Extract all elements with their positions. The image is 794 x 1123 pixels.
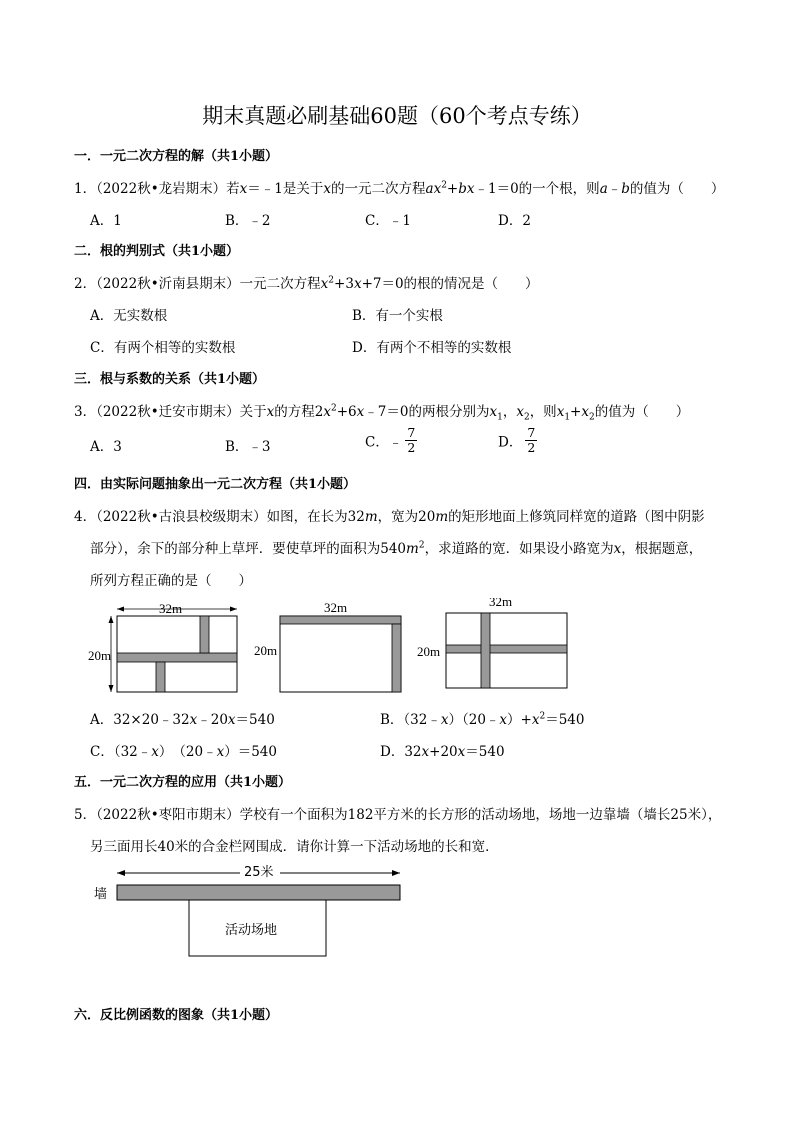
section-heading-5: 五．一元二次方程的应用（共1小题）: [74, 775, 292, 790]
question-4-line-3: 所列方程正确的是（ ）: [90, 573, 252, 589]
question-5-line-2: 另三面用长40米的合金栏网围成．请你计算一下活动场地的长和宽．: [90, 839, 499, 855]
question-4-line-1: 4．（2022秋•古浪县校级期末）如图，在长为32m，宽为20m的矩形地面上修筑同样宽的道路（图中阴影: [74, 509, 705, 525]
section-heading-1: 一．一元二次方程的解（共1小题）: [74, 149, 279, 164]
question-5-line-1: 5．（2022秋•枣阳市期末）学校有一个面积为182平方米的长方形的活动场地，场地一边靠墙（墙长25米），: [74, 807, 722, 823]
question-3-text: 3．（2022秋•迁安市期末）关于x的方程$2x^2+6x﹣7=0$的两根分别为$x_1$，$x_2$，则$x_1+x_2$的值为（ ）: [74, 403, 690, 423]
q5-figure: [85, 860, 415, 960]
q4-figure-3: [417, 598, 567, 688]
fig3-height-label: 20m: [417, 644, 441, 659]
q4-option-a: A．32×20﹣32x﹣20x＝540: [90, 712, 275, 728]
question-1-text: 1．（2022秋•龙岩期末）若x＝﹣1是关于x的一元二次方程$ax^2+bx﹣1=0$的一个根，则a﹣b的值为（ ）: [74, 180, 725, 197]
fig2-height-label: 20m: [254, 643, 278, 658]
q4-figure-2: [254, 600, 401, 692]
q4-figure-1: [88, 601, 237, 692]
section-heading-2: 二．根的判别式（共1小题）: [74, 244, 240, 259]
section-heading-6: 六．反比例函数的图象（共1小题）: [74, 1008, 279, 1023]
fig3-width-label: 32m: [489, 598, 513, 609]
q1-option-a: A．1: [90, 213, 122, 229]
q3-option-b: B．﹣3: [225, 439, 271, 455]
q5-wall-length-label: 25米: [244, 865, 274, 880]
question-4-line-2: 部分），余下的部分种上草坪．要使草坪的面积为$540m^2$，求道路的宽．如果设小路宽为x，根据题意，: [90, 540, 703, 557]
q3-option-a: A．3: [90, 439, 122, 455]
q4-option-c: C．（32﹣x） （20﹣x）＝540: [90, 744, 277, 760]
q5-wall-label: 墙: [94, 887, 108, 902]
question-2-text: 2．（2022秋•沂南县期末）一元二次方程$x^2+3x+7=0$的根的情况是（ ）: [74, 275, 539, 292]
q2-option-d: D．有两个不相等的实数根: [352, 340, 512, 356]
q3-option-d: D． $\frac{7}{2}$: [498, 426, 537, 455]
q4-option-b: B．$(32﹣x)(20﹣x)+x^2=540$: [380, 711, 585, 728]
section-heading-4: 四．由实际问题抽象出一元二次方程（共1小题）: [74, 477, 357, 492]
q2-option-b: B．有一个实根: [352, 308, 443, 324]
fig2-width-label: 32m: [324, 600, 348, 615]
fig1-height-label: 20m: [88, 648, 112, 663]
fig1-width-label: 32m: [159, 601, 183, 616]
q3-option-c: C．﹣ $\frac{7}{2}$: [365, 426, 417, 455]
q4-option-d: D．32x+20x＝540: [380, 744, 505, 760]
q1-option-c: C．﹣1: [365, 213, 411, 229]
q2-option-c: C．有两个相等的实数根: [90, 340, 236, 356]
q4-figures: [80, 598, 580, 698]
q1-option-b: B．﹣2: [225, 213, 271, 229]
page-title: 期末真题必刷基础60题（60个考点专练）: [202, 104, 592, 128]
section-heading-3: 三．根与系数的关系（共1小题）: [74, 372, 266, 387]
q1-option-d: D．2: [498, 213, 531, 229]
q5-field-label: 活动场地: [225, 923, 278, 938]
q2-option-a: A．无实数根: [90, 308, 168, 324]
